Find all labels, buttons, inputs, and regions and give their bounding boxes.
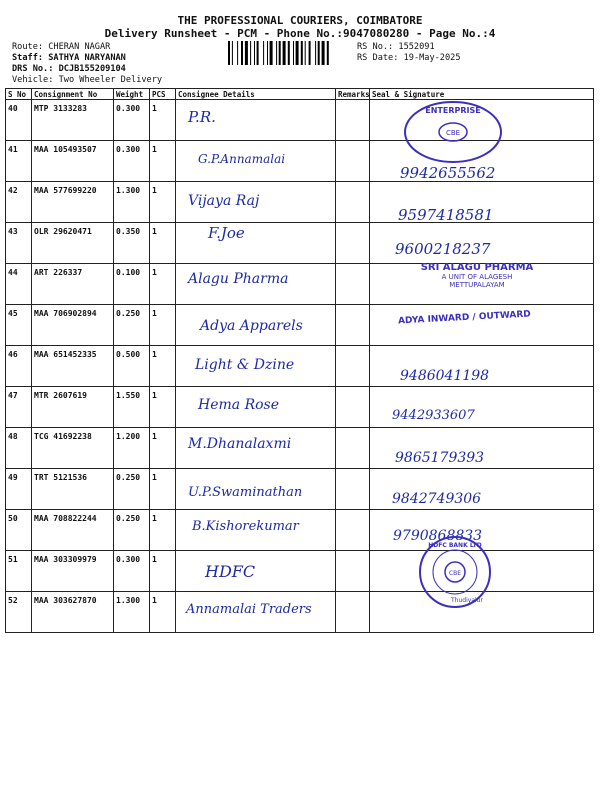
rs-date-line — [357, 53, 461, 63]
barcode-bar — [309, 41, 311, 65]
rs-date-value: 19-May-2025 — [403, 53, 461, 63]
consignment-cell: MAA 706902894 — [32, 305, 114, 346]
consignee-cell — [176, 551, 336, 592]
handwriting-consignee-41: G.P.Annamalai — [198, 152, 286, 166]
barcode-bar — [293, 41, 294, 65]
enterprise-seal — [398, 96, 508, 166]
barcode-bar — [254, 41, 255, 65]
handwriting-consignee-47: Hema Rose — [198, 397, 280, 413]
seal-cbe-text: CBE — [445, 129, 461, 137]
pcs-cell: 1 — [150, 182, 176, 223]
col-sno: S No — [6, 89, 32, 100]
barcode-bar — [318, 41, 320, 65]
weight-cell: 0.250 — [114, 469, 150, 510]
remarks-cell — [336, 141, 370, 182]
barcode-bar — [288, 41, 290, 65]
pcs-cell: 1 — [150, 305, 176, 346]
handwriting-consignee-40: P.R. — [188, 108, 216, 126]
table-row — [6, 510, 594, 551]
alagu-pharma-stamp — [392, 262, 562, 289]
col-remarks: Remarks — [336, 89, 370, 100]
sno-cell: 52 — [6, 592, 32, 633]
sno-cell: 47 — [6, 387, 32, 428]
runsheet-subtitle: Delivery Runsheet - PCM - Phone No.:9047080280 - Page No.:4 — [104, 27, 496, 40]
hdfc-cbe-text: CBE — [448, 570, 462, 577]
remarks-cell — [336, 100, 370, 141]
consignment-cell: TCG 41692238 — [32, 428, 114, 469]
table-row — [6, 428, 594, 469]
handwriting-phone-42: 9597418581 — [398, 206, 494, 224]
consignment-cell: ART 226337 — [32, 264, 114, 305]
barcode-bar — [245, 41, 248, 65]
consignment-cell: MTR 2607619 — [32, 387, 114, 428]
sno-cell: 41 — [6, 141, 32, 182]
weight-cell: 1.200 — [114, 428, 150, 469]
pcs-cell: 1 — [150, 100, 176, 141]
runsheet-table — [5, 88, 594, 633]
consignment-cell: MAA 303627870 — [32, 592, 114, 633]
route-value: CHERAN NAGAR — [48, 42, 111, 52]
drs-line — [12, 64, 126, 74]
pcs-cell: 1 — [150, 346, 176, 387]
consignment-cell: MAA 708822244 — [32, 510, 114, 551]
handwriting-consignee-43: F.Joe — [208, 224, 245, 242]
company-title: THE PROFESSIONAL COURIERS, COIMBATORE — [177, 14, 423, 27]
rs-no-value: 1552091 — [398, 42, 435, 52]
consignee-cell — [176, 223, 336, 264]
col-pcs: PCS — [150, 89, 176, 100]
sno-cell: 49 — [6, 469, 32, 510]
staff-label: Staff: — [12, 53, 44, 63]
consignment-cell: MAA 105493507 — [32, 141, 114, 182]
sno-cell: 50 — [6, 510, 32, 551]
table-row — [6, 346, 594, 387]
handwriting-phone-41: 9942655562 — [400, 164, 496, 182]
barcode-bar — [241, 41, 243, 65]
pcs-cell: 1 — [150, 428, 176, 469]
staff-value: SATHYA NARYANAN — [48, 53, 126, 63]
remarks-cell — [336, 592, 370, 633]
handwriting-phone-48: 9865179393 — [395, 450, 485, 466]
rs-no-label: RS No.: — [357, 42, 394, 52]
weight-cell: 0.300 — [114, 551, 150, 592]
handwriting-consignee-50: B.Kishorekumar — [192, 519, 299, 534]
handwriting-phone-43: 9600218237 — [395, 240, 491, 258]
pcs-cell: 1 — [150, 387, 176, 428]
consignment-cell: MAA 303309979 — [32, 551, 114, 592]
weight-cell: 0.500 — [114, 346, 150, 387]
rs-no-line — [357, 42, 435, 52]
handwriting-consignee-52: Annamalai Traders — [186, 602, 312, 617]
weight-cell: 1.300 — [114, 182, 150, 223]
remarks-cell — [336, 469, 370, 510]
consignment-cell: TRT 5121536 — [32, 469, 114, 510]
barcode-bar — [267, 41, 268, 65]
barcode-bar — [283, 41, 286, 65]
col-consignment: Consignment No — [32, 89, 114, 100]
pcs-cell: 1 — [150, 141, 176, 182]
table-row — [6, 182, 594, 223]
pcs-cell: 1 — [150, 223, 176, 264]
table-row — [6, 551, 594, 592]
adya-stamp: ADYA INWARD / OUTWARD — [397, 309, 532, 327]
weight-cell: 0.100 — [114, 264, 150, 305]
barcode-bar — [257, 41, 259, 65]
sno-cell: 48 — [6, 428, 32, 469]
handwriting-phone-49: 9842749306 — [392, 491, 482, 507]
vehicle-value: Two Wheeler Delivery — [58, 75, 163, 85]
drs-value: DCJB155209104 — [58, 64, 126, 74]
drs-label: DRS No.: — [12, 64, 54, 74]
table-row — [6, 223, 594, 264]
barcode-bar — [322, 41, 325, 65]
alagu-name: SRI ALAGU PHARMA — [420, 262, 534, 273]
route-label: Route: — [12, 42, 44, 52]
barcode-bar — [250, 41, 251, 65]
barcode-bar — [279, 41, 281, 65]
seal-enterprise-text: ENTERPRISE — [425, 106, 481, 115]
remarks-cell — [336, 387, 370, 428]
handwriting-consignee-45: Adya Apparels — [200, 318, 303, 334]
pcs-cell: 1 — [150, 264, 176, 305]
barcode — [228, 41, 354, 65]
weight-cell: 1.300 — [114, 592, 150, 633]
sno-cell: 51 — [6, 551, 32, 592]
handwriting-phone-50: 9790868833 — [393, 528, 483, 544]
alagu-unit: A UNIT OF ALAGESH — [441, 273, 513, 281]
col-seal-signature: Seal & Signature — [370, 89, 594, 100]
staff-line — [12, 53, 126, 63]
remarks-cell — [336, 346, 370, 387]
weight-cell: 0.250 — [114, 305, 150, 346]
remarks-cell — [336, 223, 370, 264]
sno-cell: 40 — [6, 100, 32, 141]
hdfc-seal — [415, 532, 495, 612]
sno-cell: 44 — [6, 264, 32, 305]
remarks-cell — [336, 551, 370, 592]
handwriting-phone-47: 9442933607 — [392, 408, 475, 423]
sno-cell: 43 — [6, 223, 32, 264]
barcode-bar — [270, 41, 273, 65]
handwriting-consignee-51: HDFC — [205, 562, 256, 581]
handwriting-consignee-44: Alagu Pharma — [188, 271, 289, 287]
weight-cell: 1.550 — [114, 387, 150, 428]
vehicle-label: Vehicle: — [12, 75, 54, 85]
rs-date-label: RS Date: — [357, 53, 399, 63]
route-line — [12, 42, 110, 52]
hdfc-place-text: Thudiyalur — [451, 597, 483, 604]
remarks-cell — [336, 182, 370, 223]
barcode-bar — [237, 41, 238, 65]
barcode-bar — [315, 41, 316, 65]
sno-cell: 42 — [6, 182, 32, 223]
barcode-bar — [232, 41, 233, 65]
remarks-cell — [336, 428, 370, 469]
barcode-bar — [305, 41, 306, 65]
pcs-cell: 1 — [150, 592, 176, 633]
vehicle-line — [12, 75, 162, 85]
consignment-cell: OLR 29620471 — [32, 223, 114, 264]
consignment-cell: MTP 3133283 — [32, 100, 114, 141]
pcs-cell: 1 — [150, 469, 176, 510]
barcode-bar — [228, 41, 230, 65]
pcs-cell: 1 — [150, 551, 176, 592]
weight-cell: 0.250 — [114, 510, 150, 551]
remarks-cell — [336, 305, 370, 346]
handwriting-consignee-48: M.Dhanalaxmi — [188, 436, 292, 452]
weight-cell: 0.300 — [114, 141, 150, 182]
barcode-bar — [296, 41, 299, 65]
remarks-cell — [336, 264, 370, 305]
barcode-bar — [327, 41, 329, 65]
barcode-bar — [276, 41, 277, 65]
weight-cell: 0.300 — [114, 100, 150, 141]
weight-cell: 0.350 — [114, 223, 150, 264]
col-weight: Weight — [114, 89, 150, 100]
hdfc-text: HDFC BANK LTD — [428, 542, 482, 549]
consignment-cell: MAA 651452335 — [32, 346, 114, 387]
pcs-cell: 1 — [150, 510, 176, 551]
barcode-bar — [263, 41, 264, 65]
col-consignee: Consignee Details — [176, 89, 336, 100]
sno-cell: 45 — [6, 305, 32, 346]
sno-cell: 46 — [6, 346, 32, 387]
alagu-place: METTUPALAYAM — [449, 281, 505, 289]
consignment-cell: MAA 577699220 — [32, 182, 114, 223]
remarks-cell — [336, 510, 370, 551]
handwriting-consignee-42: Vijaya Raj — [188, 193, 260, 209]
table-row — [6, 387, 594, 428]
handwriting-consignee-49: U.P.Swaminathan — [188, 485, 303, 500]
handwriting-phone-46: 9486041198 — [400, 368, 490, 384]
barcode-bar — [301, 41, 303, 65]
handwriting-consignee-46: Light & Dzine — [195, 357, 295, 373]
